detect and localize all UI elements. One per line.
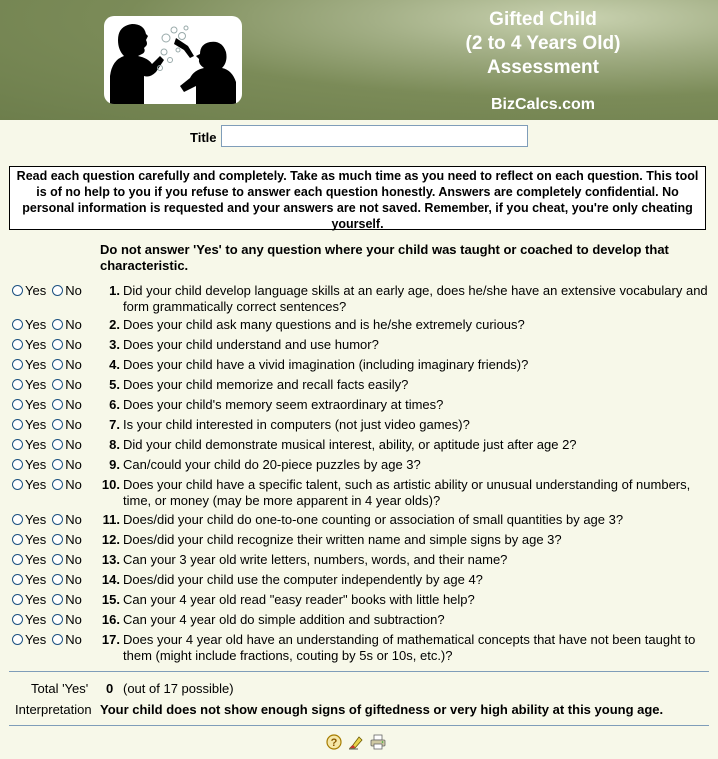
no-label[interactable]: No xyxy=(65,592,82,607)
no-label[interactable]: No xyxy=(65,357,82,372)
answer-options xyxy=(12,592,102,608)
question-number: 11. xyxy=(102,512,120,527)
question-number: 3. xyxy=(109,337,120,352)
question-number: 6. xyxy=(109,397,120,412)
question-text: Does your child's memory seem extraordinary at times? xyxy=(123,397,444,412)
answer-options xyxy=(12,397,102,413)
no-radio[interactable] xyxy=(52,552,82,568)
no-radio[interactable] xyxy=(52,632,82,648)
divider-bottom xyxy=(9,725,709,726)
radio-circle-icon[interactable] xyxy=(12,594,23,605)
radio-circle-icon[interactable] xyxy=(52,534,63,545)
radio-circle-icon[interactable] xyxy=(52,459,63,470)
answer-options xyxy=(12,457,102,473)
title-row xyxy=(0,125,718,149)
app-header xyxy=(0,0,718,120)
question-text: Does your child ask many questions and is he/she extremely curious? xyxy=(123,317,525,332)
question-number: 9. xyxy=(109,457,120,472)
radio-circle-icon[interactable] xyxy=(52,319,63,330)
no-radio[interactable] xyxy=(52,397,82,413)
yes-label[interactable]: Yes xyxy=(25,437,47,452)
answer-options xyxy=(12,337,102,353)
help-icon[interactable] xyxy=(326,734,342,750)
no-radio[interactable] xyxy=(52,377,82,393)
radio-circle-icon[interactable] xyxy=(12,339,23,350)
radio-circle-icon[interactable] xyxy=(12,574,23,585)
yes-radio[interactable] xyxy=(12,417,46,433)
interpretation-value: Your child does not show enough signs of giftedness or very high ability at this young age. xyxy=(100,702,664,717)
yes-radio[interactable] xyxy=(12,357,46,373)
yes-label[interactable]: Yes xyxy=(25,592,47,607)
radio-circle-icon[interactable] xyxy=(12,479,23,490)
question-text: Does your child have a vivid imagination (including imaginary friends)? xyxy=(123,357,529,372)
answer-options xyxy=(12,632,102,648)
yes-radio[interactable] xyxy=(12,283,46,299)
question-text: Does/did your child use the computer independently by age 4? xyxy=(123,572,483,587)
yes-radio[interactable] xyxy=(12,477,46,493)
yes-label[interactable]: Yes xyxy=(25,532,47,547)
question-number: 2. xyxy=(109,317,120,332)
no-label[interactable]: No xyxy=(65,572,82,587)
child-silhouettes-logo xyxy=(104,16,242,104)
radio-circle-icon[interactable] xyxy=(52,379,63,390)
yes-label[interactable]: Yes xyxy=(25,337,47,352)
answer-options xyxy=(12,532,102,548)
no-radio[interactable] xyxy=(52,437,82,453)
question-number: 12. xyxy=(101,532,120,547)
yes-radio[interactable] xyxy=(12,317,46,333)
no-radio[interactable] xyxy=(52,592,82,608)
no-label[interactable]: No xyxy=(65,417,82,432)
question-number: 1. xyxy=(109,283,120,298)
total-yes-note: (out of 17 possible) xyxy=(123,681,234,696)
no-radio[interactable] xyxy=(52,477,82,493)
radio-circle-icon[interactable] xyxy=(52,439,63,450)
yes-label[interactable]: Yes xyxy=(25,632,47,647)
radio-circle-icon[interactable] xyxy=(52,634,63,645)
yes-radio[interactable] xyxy=(12,612,46,628)
yes-label[interactable]: Yes xyxy=(25,283,47,298)
no-radio[interactable] xyxy=(52,532,82,548)
no-label[interactable]: No xyxy=(65,317,82,332)
no-radio[interactable] xyxy=(52,512,82,528)
yes-radio[interactable] xyxy=(12,337,46,353)
total-yes-value: 0 xyxy=(106,681,114,696)
radio-circle-icon[interactable] xyxy=(12,514,23,525)
radio-circle-icon[interactable] xyxy=(52,614,63,625)
question-text: Does your child have a specific talent, such as artistic ability or unusual understanding of numbers, time, or money (may be more apparent in 4 year olds)? xyxy=(123,477,691,508)
question-text: Did your child demonstrate musical interest, ability, or aptitude just after age 2? xyxy=(123,437,577,452)
title-input[interactable] xyxy=(221,125,528,147)
yes-label[interactable]: Yes xyxy=(25,572,47,587)
yes-label[interactable]: Yes xyxy=(25,417,47,432)
site-name[interactable]: BizCalcs.com xyxy=(490,96,596,113)
yes-radio[interactable] xyxy=(12,377,46,393)
answer-options xyxy=(12,437,102,453)
radio-circle-icon[interactable] xyxy=(52,359,63,370)
question-number: 5. xyxy=(109,377,120,392)
question-text: Does/did your child do one-to-one counting or association of small quantities by age 3? xyxy=(123,512,624,527)
question-number: 16. xyxy=(101,612,120,627)
yes-radio[interactable] xyxy=(12,572,46,588)
interpretation-label: Interpretation xyxy=(15,702,92,717)
no-label[interactable]: No xyxy=(65,437,82,452)
radio-circle-icon[interactable] xyxy=(52,594,63,605)
answer-options xyxy=(12,512,102,528)
no-label[interactable]: No xyxy=(65,457,82,472)
question-text: Can/could your child do 20-piece puzzles by age 3? xyxy=(123,457,421,472)
yes-radio[interactable] xyxy=(12,457,46,473)
svg-text:?: ? xyxy=(330,737,338,749)
radio-circle-icon[interactable] xyxy=(12,439,23,450)
title-label: Title xyxy=(190,130,217,145)
question-text: Can your 4 year old read "easy reader" books with little help? xyxy=(123,592,475,607)
question-number: 8. xyxy=(109,437,120,452)
yes-label[interactable]: Yes xyxy=(25,317,47,332)
page-title xyxy=(398,8,688,80)
radio-circle-icon[interactable] xyxy=(12,634,23,645)
answer-options xyxy=(12,317,102,333)
no-radio[interactable] xyxy=(52,457,82,473)
question-number: 4. xyxy=(109,357,120,372)
yes-radio[interactable] xyxy=(12,632,46,648)
no-radio[interactable] xyxy=(52,337,82,353)
title-line-1: Gifted Child xyxy=(489,9,597,30)
title-line-3: Assessment xyxy=(487,57,599,78)
answer-options xyxy=(12,283,102,299)
no-radio[interactable] xyxy=(52,572,82,588)
question-number: 17. xyxy=(101,632,120,647)
no-label[interactable]: No xyxy=(65,283,82,298)
question-text: Does your child memorize and recall facts easily? xyxy=(123,377,409,392)
yes-label[interactable]: Yes xyxy=(25,552,47,567)
radio-circle-icon[interactable] xyxy=(12,534,23,545)
question-number: 15. xyxy=(101,592,120,607)
divider-top xyxy=(9,671,709,672)
no-label[interactable]: No xyxy=(65,532,82,547)
yes-radio[interactable] xyxy=(12,592,46,608)
no-label[interactable]: No xyxy=(65,632,82,647)
no-label[interactable]: No xyxy=(65,477,82,492)
radio-circle-icon[interactable] xyxy=(12,614,23,625)
question-number: 7. xyxy=(109,417,120,432)
yes-label[interactable]: Yes xyxy=(25,397,47,412)
yes-radio[interactable] xyxy=(12,512,46,528)
no-radio[interactable] xyxy=(52,283,82,299)
radio-circle-icon[interactable] xyxy=(52,554,63,565)
no-radio[interactable] xyxy=(52,317,82,333)
no-radio[interactable] xyxy=(52,417,82,433)
question-number: 14. xyxy=(101,572,120,587)
question-text: Can your 3 year old write letters, numbers, words, and their name? xyxy=(123,552,508,567)
answer-options xyxy=(12,357,102,373)
yes-label[interactable]: Yes xyxy=(25,377,47,392)
answer-options xyxy=(12,572,102,588)
radio-circle-icon[interactable] xyxy=(52,479,63,490)
radio-circle-icon[interactable] xyxy=(12,285,23,296)
question-text: Can your 4 year old do simple addition and subtraction? xyxy=(123,612,445,627)
radio-circle-icon[interactable] xyxy=(12,319,23,330)
question-text: Does your 4 year old have an understanding of mathematical concepts that have not been taught to them (might include fractions, couting by 5s or 10s, etc.)? xyxy=(123,632,696,663)
question-text: Does your child understand and use humor? xyxy=(123,337,379,352)
question-text: Did your child develop language skills at an early age, does he/she have an extensive vocabulary and form grammatically correct sentences? xyxy=(123,283,708,314)
no-label[interactable]: No xyxy=(65,512,82,527)
answer-options xyxy=(12,552,102,568)
yes-radio[interactable] xyxy=(12,397,46,413)
intro-text: Do not answer 'Yes' to any question where your child was taught or coached to develop that characteristic. xyxy=(100,242,669,273)
logo-icon xyxy=(104,16,242,104)
yes-radio[interactable] xyxy=(12,552,46,568)
question-text: Does/did your child recognize their written name and simple signs by age 3? xyxy=(123,532,562,547)
title-line-2: (2 to 4 Years Old) xyxy=(465,33,621,54)
radio-circle-icon[interactable] xyxy=(12,359,23,370)
yes-label[interactable]: Yes xyxy=(25,477,47,492)
radio-circle-icon[interactable] xyxy=(52,514,63,525)
radio-circle-icon[interactable] xyxy=(52,285,63,296)
yes-label[interactable]: Yes xyxy=(25,357,47,372)
yes-label[interactable]: Yes xyxy=(25,512,47,527)
answer-options xyxy=(12,377,102,393)
radio-circle-icon[interactable] xyxy=(12,399,23,410)
radio-circle-icon[interactable] xyxy=(12,419,23,430)
yes-label[interactable]: Yes xyxy=(25,457,47,472)
answer-options xyxy=(12,612,102,628)
radio-circle-icon[interactable] xyxy=(12,554,23,565)
answer-options xyxy=(12,417,102,433)
answer-options xyxy=(12,477,102,493)
radio-circle-icon[interactable] xyxy=(52,339,63,350)
notice-box: Read each question carefully and completely. Take as much time as you need to reflect on each question. This tool is of no help to you if you refuse to answer each question honestly. Answers are completely confidential. No personal information is requested and your answers are not saved. Remember, if you cheat, you're only cheating yourself. xyxy=(9,166,706,230)
no-label[interactable]: No xyxy=(65,377,82,392)
yes-label[interactable]: Yes xyxy=(25,612,47,627)
no-label[interactable]: No xyxy=(65,612,82,627)
radio-circle-icon[interactable] xyxy=(52,399,63,410)
no-radio[interactable] xyxy=(52,357,82,373)
radio-circle-icon[interactable] xyxy=(52,574,63,585)
question-text: Is your child interested in computers (not just video games)? xyxy=(123,417,470,432)
radio-circle-icon[interactable] xyxy=(12,379,23,390)
no-label[interactable]: No xyxy=(65,337,82,352)
question-number: 13. xyxy=(101,552,120,567)
question-number: 10. xyxy=(101,477,120,492)
no-radio[interactable] xyxy=(52,612,82,628)
no-label[interactable]: No xyxy=(65,397,82,412)
yes-radio[interactable] xyxy=(12,437,46,453)
radio-circle-icon[interactable] xyxy=(12,459,23,470)
radio-circle-icon[interactable] xyxy=(52,419,63,430)
total-yes-label: Total 'Yes' xyxy=(31,681,89,696)
no-label[interactable]: No xyxy=(65,552,82,567)
eraser-icon[interactable] xyxy=(348,734,364,750)
printer-icon[interactable] xyxy=(370,734,386,750)
yes-radio[interactable] xyxy=(12,532,46,548)
